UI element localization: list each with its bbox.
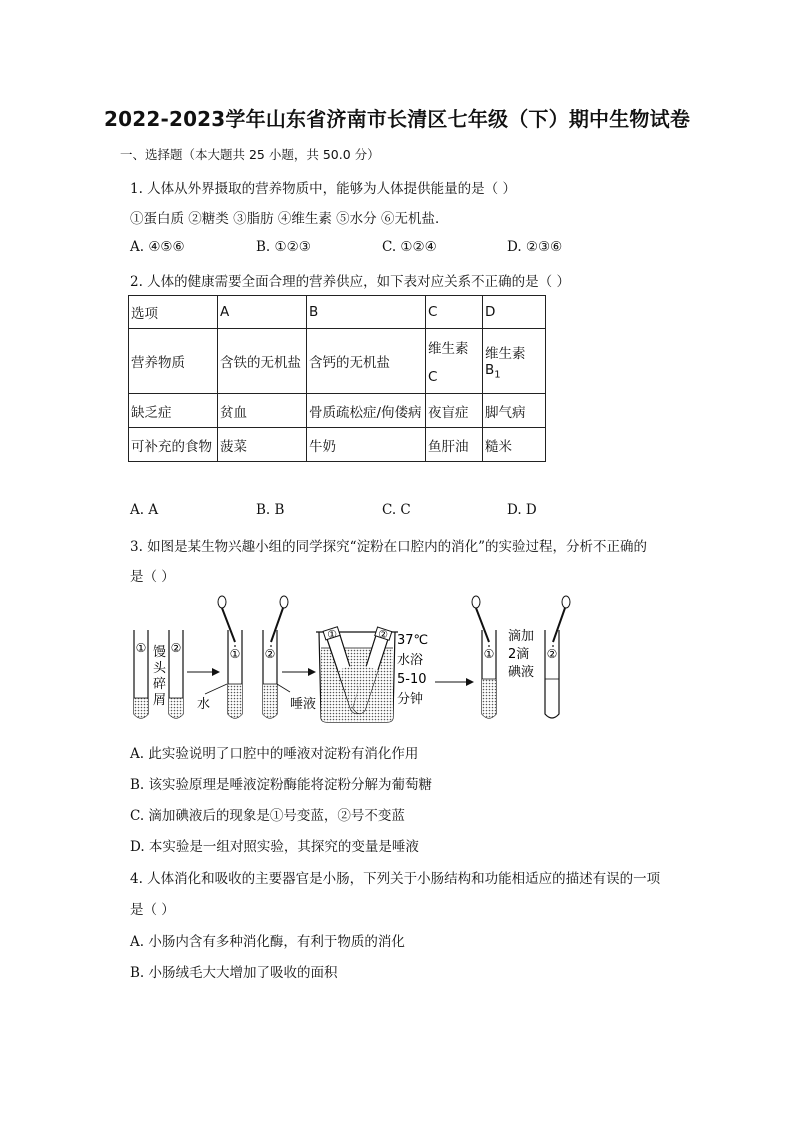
q4-stem-line1: 4. 人体消化和吸收的主要器官是小肠，下列关于小肠结构和功能相适应的描述有误的一项 — [130, 871, 661, 887]
svg-text:头: 头 — [153, 661, 167, 676]
tube-label: ② — [170, 641, 182, 655]
q3-option-c[interactable]: C. 滴加碘液后的现象是①号变蓝，②号不变蓝 — [130, 808, 405, 824]
vitamin-b-subscript: 1 — [494, 369, 501, 381]
q3-option-d[interactable]: D. 本实验是一组对照实验，其探究的变量是唾液 — [130, 839, 419, 855]
table-cell: C — [426, 296, 483, 329]
section-heading: 一、选择题（本大题共 25 小题，共 50.0 分） — [120, 147, 380, 162]
q1-option-c[interactable]: C. ①②④ — [382, 239, 437, 255]
q3-option-b[interactable]: B. 该实验原理是唾液淀粉酶能将淀粉分解为葡萄糖 — [130, 777, 433, 793]
test-tube-1-water — [228, 630, 242, 718]
q4-option-a[interactable]: A. 小肠内含有多种消化酶，有利于物质的消化 — [130, 934, 405, 950]
table-cell: 夜盲症 — [426, 394, 483, 428]
svg-text:37℃: 37℃ — [397, 633, 429, 648]
test-tube-1-iodine — [482, 630, 496, 718]
table-cell: B — [307, 296, 426, 329]
svg-text:2滴: 2滴 — [508, 647, 530, 662]
svg-text:馒: 馒 — [153, 645, 167, 660]
q1-option-a[interactable]: A. ④⑤⑥ — [130, 239, 185, 255]
tube-label: ① — [327, 628, 337, 641]
water-label: 水 — [197, 697, 211, 712]
table-cell: 含钙的无机盐 — [307, 329, 426, 394]
vitamin-b-label: 维生素 B — [485, 345, 526, 378]
table-row — [129, 428, 546, 462]
table-cell: 可补充的食物 — [129, 428, 218, 462]
table-row — [129, 296, 546, 329]
table-row — [129, 329, 546, 394]
table-cell: 骨质疏松症/佝偻病 — [307, 394, 426, 428]
test-tube-2-initial — [169, 630, 183, 718]
q4-option-b[interactable]: B. 小肠绒毛大大增加了吸收的面积 — [130, 965, 338, 981]
dropper-icon — [270, 596, 288, 647]
q1-option-d[interactable]: D. ②③⑥ — [507, 239, 563, 255]
q4-stem-line2: 是（ ） — [130, 902, 175, 918]
svg-text:滴加: 滴加 — [508, 629, 535, 644]
q1-stem: 1. 人体从外界摄取的营养物质中，能够为人体提供能量的是（ ） — [130, 181, 516, 197]
svg-text:屑: 屑 — [153, 693, 167, 708]
water-pointer — [205, 684, 227, 694]
q2-stem: 2. 人体的健康需要全面合理的营养供应，如下表对应关系不正确的是（ ） — [130, 274, 570, 290]
tube-label: ① — [135, 641, 147, 655]
table-cell: 营养物质 — [129, 329, 218, 394]
saliva-label: 唾液 — [290, 697, 317, 712]
test-tube-2-iodine — [545, 630, 559, 718]
dropper-icon — [472, 596, 490, 647]
q3-stem-line2: 是（ ） — [130, 569, 175, 585]
mantou-label — [153, 644, 167, 708]
tube-label: ① — [229, 647, 241, 661]
table-row — [129, 394, 546, 428]
svg-text:分钟: 分钟 — [397, 692, 424, 707]
table-cell: 含铁的无机盐 — [218, 329, 307, 394]
table-cell: 贫血 — [218, 394, 307, 428]
vitamin-c-line2: C — [428, 369, 438, 385]
nutrition-table — [128, 295, 546, 462]
table-cell-vitamin-c — [426, 329, 483, 394]
q3-stem-line1: 3. 如图是某生物兴趣小组的同学探究“淀粉在口腔内的消化”的实验过程，分析不正确的 — [130, 539, 647, 555]
table-cell: 缺乏症 — [129, 394, 218, 428]
saliva-pointer — [277, 684, 290, 692]
table-cell: 鱼肝油 — [426, 428, 483, 462]
svg-text:碎: 碎 — [153, 677, 167, 692]
table-cell: 菠菜 — [218, 428, 307, 462]
q1-items: ①蛋白质 ②糖类 ③脂肪 ④维生素 ⑤水分 ⑥无机盐． — [130, 211, 449, 227]
svg-text:5-10: 5-10 — [397, 672, 427, 687]
vitamin-c-line1: 维生素 — [428, 341, 469, 357]
test-tube-1-initial — [134, 630, 148, 718]
svg-text:碘液: 碘液 — [508, 665, 535, 680]
q3-option-a[interactable]: A. 此实验说明了口腔中的唾液对淀粉有消化作用 — [130, 746, 419, 762]
table-cell: A — [218, 296, 307, 329]
dropper-icon — [218, 596, 236, 647]
water-bath-label — [397, 633, 428, 707]
table-cell: 脚气病 — [483, 394, 546, 428]
table-cell: 牛奶 — [307, 428, 426, 462]
q2-option-d[interactable]: D. D — [507, 502, 537, 518]
dropper-icon — [552, 596, 570, 647]
tube-label: ② — [264, 647, 276, 661]
svg-text:水浴: 水浴 — [397, 653, 424, 668]
q1-option-b[interactable]: B. ①②③ — [256, 239, 311, 255]
table-cell: D — [483, 296, 546, 329]
test-tube-2-saliva — [263, 630, 277, 718]
tube-label: ① — [483, 647, 495, 661]
tube-label: ② — [378, 628, 388, 641]
table-cell: 糙米 — [483, 428, 546, 462]
table-cell: 选项 — [129, 296, 218, 329]
table-cell-vitamin-b1 — [483, 329, 546, 394]
experiment-figure — [125, 592, 595, 727]
iodine-label — [508, 628, 534, 680]
q2-option-b[interactable]: B. B — [256, 502, 285, 518]
q2-option-a[interactable]: A. A — [130, 502, 159, 518]
tube-label: ② — [546, 647, 558, 661]
q2-option-c[interactable]: C. C — [382, 502, 411, 518]
page-title: 2022-2023学年山东省济南市长清区七年级（下）期中生物试卷 — [103, 107, 691, 131]
